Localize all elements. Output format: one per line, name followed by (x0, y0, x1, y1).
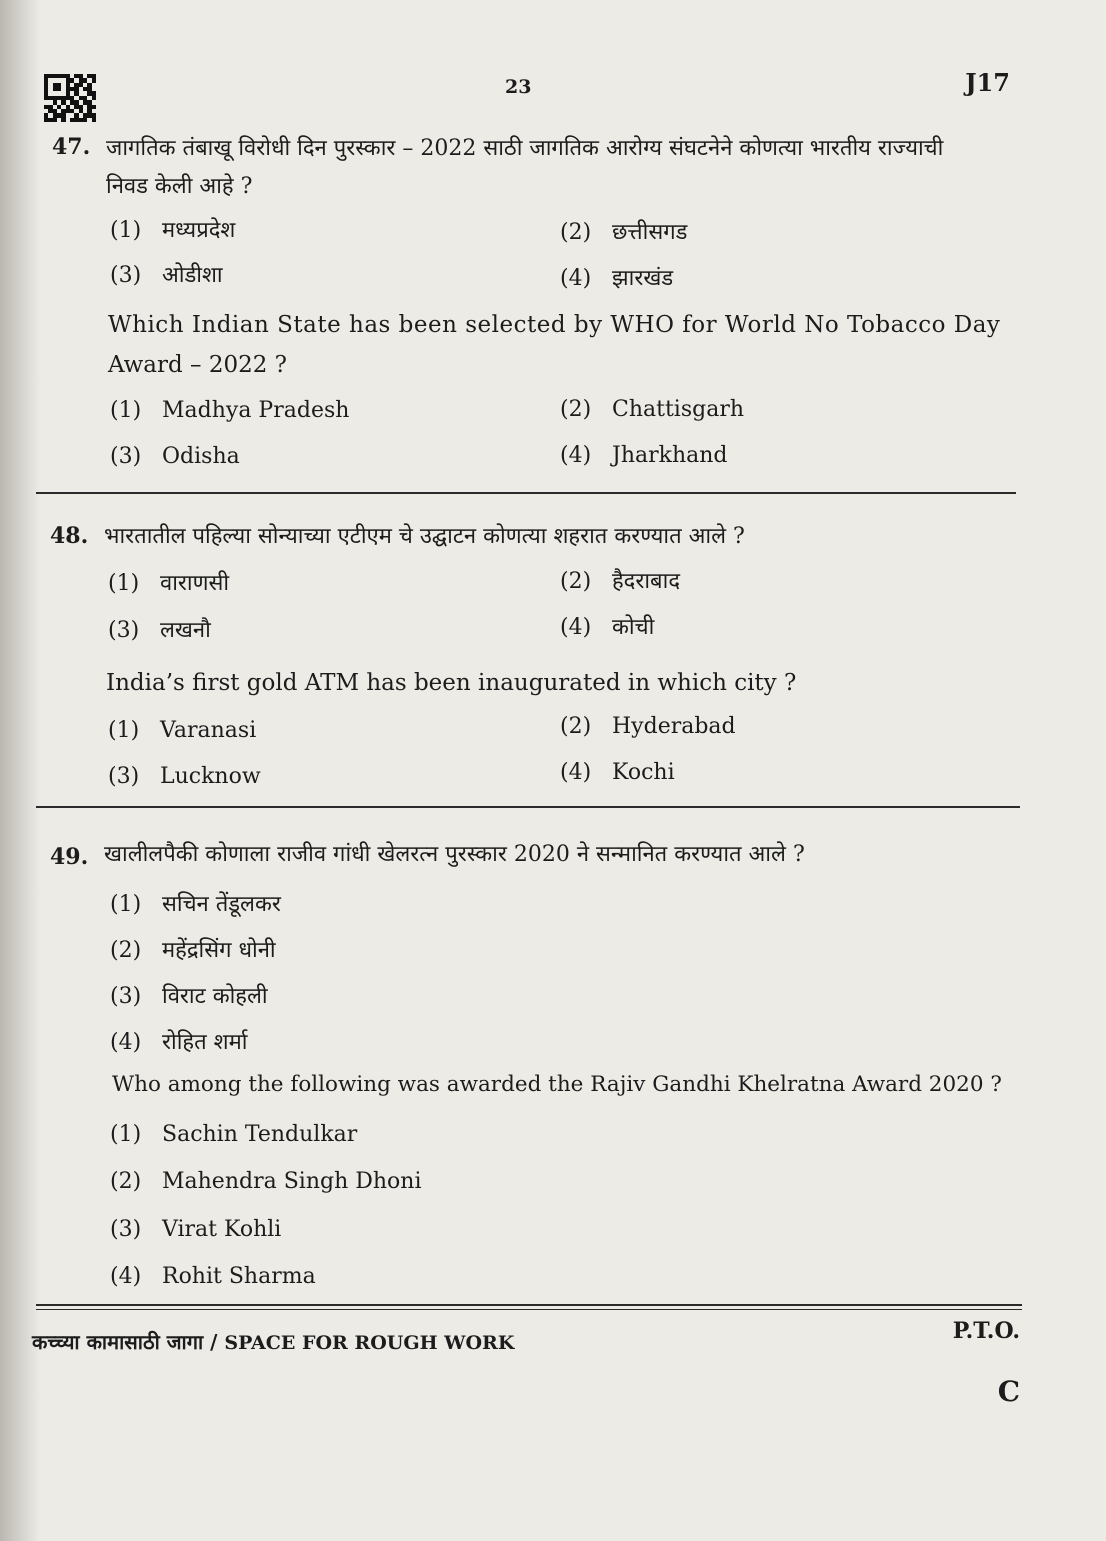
option-4-english[interactable]: (4) Jharkhand (560, 443, 728, 468)
option-1-marathi[interactable]: (1) वाराणसी (108, 571, 230, 596)
option-1-english[interactable]: (1) Varanasi (108, 718, 257, 743)
rough-work-label: कच्च्या कामासाठी जागा / SPACE FOR ROUGH WORK (32, 1330, 515, 1354)
option-4-english[interactable]: (4) Kochi (560, 760, 675, 785)
page-number: 23 (505, 76, 532, 98)
divider (36, 1304, 1022, 1306)
set-code: C (997, 1375, 1020, 1408)
book-binding-shadow (0, 0, 40, 1541)
option-2-marathi[interactable]: (2) छत्तीसगड (560, 220, 688, 245)
option-4-marathi[interactable]: (4) झारखंड (560, 266, 674, 291)
option-1-english[interactable]: (1) Sachin Tendulkar (110, 1122, 358, 1147)
question-number: 47. (52, 134, 91, 160)
option-3-english[interactable]: (3) Lucknow (108, 764, 261, 789)
option-3-marathi[interactable]: (3) ओडीशा (110, 263, 223, 288)
option-1-marathi[interactable]: (1) सचिन तेंडूलकर (110, 892, 281, 917)
option-2-english[interactable]: (2) Hyderabad (560, 714, 736, 739)
option-3-marathi[interactable]: (3) लखनौ (108, 618, 211, 643)
option-1-marathi[interactable]: (1) मध्यप्रदेश (110, 218, 236, 243)
option-3-english[interactable]: (3) Odisha (110, 444, 240, 469)
question-number: 49. (50, 844, 89, 870)
divider (36, 1309, 1022, 1310)
option-2-english[interactable]: (2) Chattisgarh (560, 397, 745, 422)
qr-code (44, 74, 96, 122)
option-2-marathi[interactable]: (2) महेंद्रसिंग धोनी (110, 938, 276, 963)
question-english-line: India’s first gold ATM has been inaugurated in which city ? (106, 670, 797, 696)
option-1-english[interactable]: (1) Madhya Pradesh (110, 398, 350, 423)
question-marathi-line: भारतातील पहिल्या सोन्याच्या एटीएम चे उद्घाटन कोणत्या शहरात करण्यात आले ? (104, 524, 745, 549)
pto-label: P.T.O. (952, 1318, 1020, 1344)
question-number: 48. (50, 523, 89, 549)
option-2-english[interactable]: (2) Mahendra Singh Dhoni (110, 1169, 422, 1194)
paper-code: J17 (965, 68, 1010, 97)
option-4-marathi[interactable]: (4) रोहित शर्मा (110, 1030, 248, 1055)
option-4-english[interactable]: (4) Rohit Sharma (110, 1264, 316, 1289)
question-english-line: Which Indian State has been selected by WHO for World No Tobacco Day (108, 312, 1001, 338)
question-marathi-line: निवड केली आहे ? (106, 174, 253, 199)
option-2-marathi[interactable]: (2) हैदराबाद (560, 569, 681, 594)
question-english-line: Award – 2022 ? (108, 352, 287, 378)
divider (36, 492, 1016, 494)
question-marathi-line: खालीलपैकी कोणाला राजीव गांधी खेलरत्न पुरस्कार 2020 ने सन्मानित करण्यात आले ? (104, 842, 805, 867)
option-4-marathi[interactable]: (4) कोची (560, 615, 655, 640)
option-3-english[interactable]: (3) Virat Kohli (110, 1217, 282, 1242)
question-english-line: Who among the following was awarded the Rajiv Gandhi Khelratna Award 2020 ? (112, 1072, 1002, 1097)
divider (36, 806, 1020, 808)
question-marathi-line: जागतिक तंबाखू विरोधी दिन पुरस्कार – 2022 साठी जागतिक आरोग्य संघटनेने कोणत्या भारतीय राज्याची (106, 136, 944, 161)
option-3-marathi[interactable]: (3) विराट कोहली (110, 984, 268, 1009)
